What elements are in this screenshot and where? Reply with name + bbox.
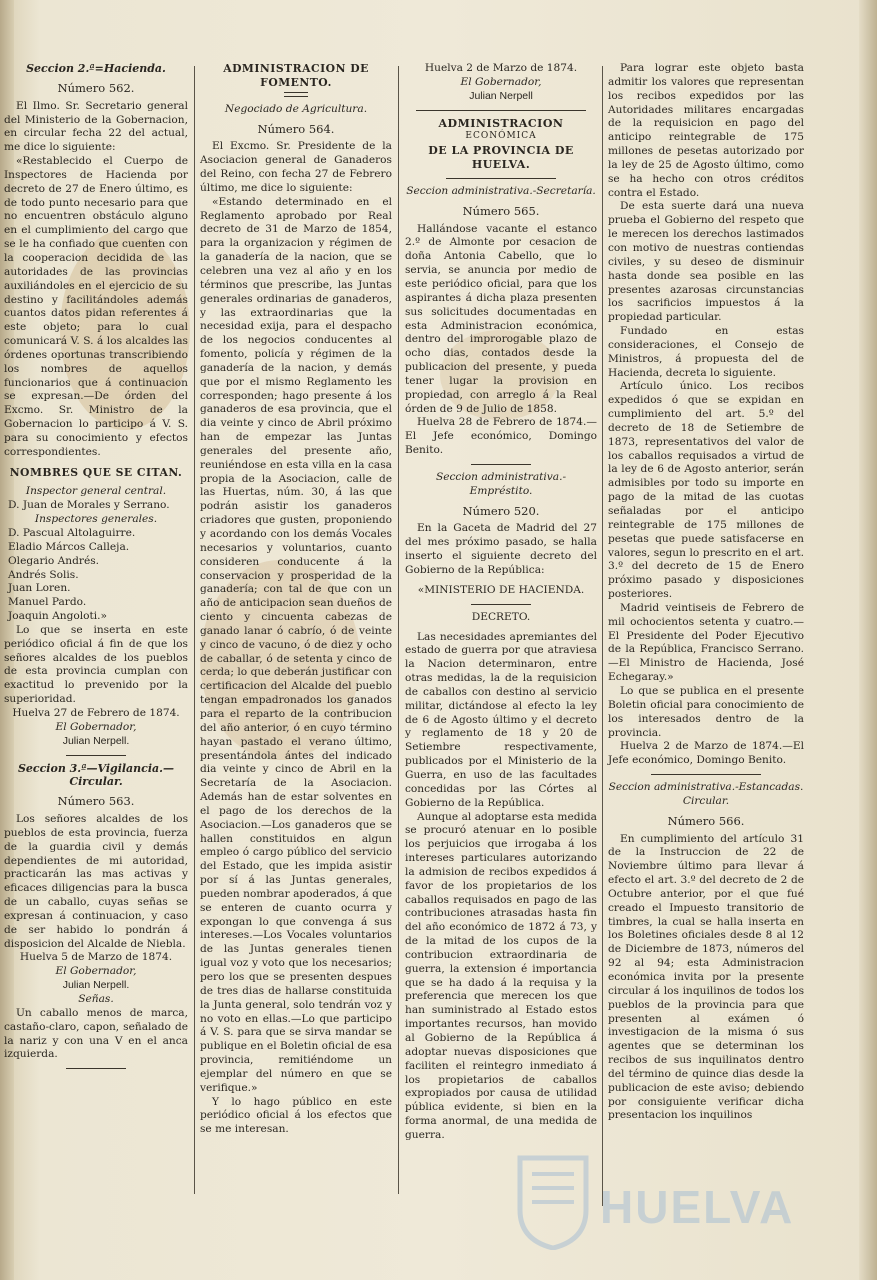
divider: [66, 1068, 126, 1069]
list-title: Inspectores generales.: [34, 513, 158, 526]
notice-number: Número 566.: [667, 813, 745, 828]
column-3: [405, 62, 597, 1143]
paragraph: El Excmo. Sr. Presidente de la Asociacion general de Ganaderos del Reino, con fecha 27 de Febrero último, me dice lo siguiente:: [200, 140, 392, 194]
section-heading: Seccion administrativa.-Empréstito.: [435, 470, 567, 497]
paragraph: Los señores alcaldes de los pueblos de esta provincia, fuerza de la guardia civil y demás dependientes de mi autoridad, practicarán las mas activas y eficaces diligencias para la busca de un caballo, cuyas señas se expresan á continuacion, y caso de ser habido lo pondrán á disposicion del Alcalde de Niebla.: [4, 813, 188, 950]
signature-name: Julian Nerpell.: [62, 979, 130, 992]
date-line: Huelva 27 de Febrero de 1874.: [12, 706, 180, 719]
page-edge-right: [859, 0, 877, 1280]
divider: [471, 604, 531, 605]
column-rule: [602, 66, 603, 1206]
divider: [284, 92, 308, 97]
paragraph: Madrid veintiseis de Febrero de mil ochocientos setenta y cuatro.—El Presidente del Poder Ejecutivo de la República, Francisco Serrano.—El Ministro de Hacienda, José Echegaray.»: [608, 601, 804, 684]
signature-name: Julian Nerpell.: [62, 734, 130, 747]
paragraph: Huelva 2 de Marzo de 1874.—El Jefe económico, Domingo Benito.: [608, 740, 804, 767]
column-rule: [194, 66, 195, 1194]
divider: [416, 110, 586, 111]
column-1: [4, 62, 188, 1075]
paragraph: Un caballo menos de marca, castaño-claro, capon, señalado de la nariz y con una V en el anca izquierda.: [4, 1006, 188, 1061]
paragraph: De esta suerte dará una nueva prueba el Gobierno del respeto que le merecen los derechos lastimados con motivo de nuestras contiendas civiles, y su deseo de disminuir hasta donde sea posible en las presentes azarosas circunstancias los sacrificios impuestos á la propiedad particular.: [608, 200, 804, 324]
notice-number: Número 520.: [462, 503, 540, 518]
names-heading: NOMBRES QUE SE CITAN.: [9, 465, 183, 479]
paragraph: Para lograr este objeto basta admitir los valores que representan los recibos expedidos por las Autoridades militares encargadas de la requisicion en pago del anticipo reintegrable de 175 millones de pesetas autorizado por la ley de 25 de Agosto último, como se ha hecho con otros créditos contra el Estado.: [608, 62, 804, 199]
paragraph: Aunque al adoptarse esta medida se procuró atenuar en lo posible los perjuicios que irrogaba á los intereses particulares autorizando la admision de recibos expedidos á favor de los propietarios de los caballos requisados en pago de las contribuciones atrasadas hasta fin del año económico de 1872 á 73, y de la mitad de los cupos de la contribucion extraordinaria de guerra, la extension é importancia que se ha dado á la requisa y la preferencia que merecen los que han suministrado al Estado estos importantes recursos, han movido al Gobierno de la República á adoptar nuevas disposiciones que faciliten el reintegro inmediato á los propietarios de caballos expropiados por causa de utilidad pública evidente, si bien en la forma anormal, de una medida de guerra.: [405, 810, 597, 1141]
section-heading: Seccion 3.ª—Vigilancia.—Circular.: [17, 761, 175, 789]
subheading: Señas.: [78, 993, 114, 1005]
list-item: Joaquin Angoloti.»: [8, 610, 108, 623]
signature-title: El Gobernador,: [55, 965, 137, 978]
notice-number: Número 563.: [57, 794, 135, 809]
paragraph: Lo que se publica en el presente Boletin oficial para conocimiento de los interesados dentro de la provincia.: [608, 684, 804, 739]
divider: [446, 178, 556, 179]
section-heading: Seccion administrativa.-Secretaría.: [406, 184, 596, 197]
library-watermark: [508, 1150, 858, 1260]
notice-number: Número 564.: [257, 121, 335, 136]
paragraph: Fundado en estas consideraciones, el Consejo de Ministros, á propuesta del de Hacienda, decreta lo siguiente.: [608, 325, 804, 379]
list-item: Eladio Márcos Calleja.: [8, 540, 130, 553]
divider: [471, 464, 531, 465]
column-4: [608, 62, 804, 1123]
list-item: D. Pascual Altolaguirre.: [8, 527, 136, 539]
paragraph: Y lo hago público en este periódico oficial á los efectos que se me interesan.: [200, 1095, 392, 1136]
paragraph: Lo que se inserta en este periódico oficial á fin de que los señores alcaldes de los pueblos de esta provincia cumplan con exactitud lo prevenido por la superioridad.: [4, 623, 188, 706]
section-heading: Seccion administrativa.-Estancadas. Circular.: [608, 781, 804, 807]
paragraph: En cumplimiento del artículo 31 de la Instruccion de 22 de Noviembre último para llevar á efecto el art. 3.º del decreto de 2 de Octubre anterior, por el que fué creado el Impuesto transitorio de timbres, la cual se halla inserta en los Boletines oficiales desde 8 al 12 de Diciembre de 1873, números del 92 al 94; esta Administracion económica invita por la presente circular á los inquilinos de todos los pueblos de la provincia para que presenten al exámen ó investigacion de la misma ó sus agentes que se determinan los recibos de sus inquilinatos dentro del término de quince dias desde la publicacion de este aviso; debiendo por consiguiente verificar dicha presentacion los inquilinos: [608, 832, 804, 1122]
notice-number: Número 562.: [57, 80, 135, 95]
list-item: Manuel Pardo.: [8, 596, 87, 609]
paragraph: En la Gaceta de Madrid del 27 del mes próximo pasado, se halla inserto el siguiente decreto del Gobierno de la República:: [405, 522, 597, 576]
paragraph: «Estando determinado en el Reglamento aprobado por Real decreto de 31 de Marzo de 1854, para la organizacion y régimen de la ganadería de la nacion, que se celebren una vez al año y en los términos que prescribe, las Juntas generales ordinarias de ganaderos, y las extraordinarias que la necesidad exija, para el despacho de los negocios conducentes al fomento, policía y régimen de la ganadería de la nacion, y demás que por el mismo Reglamento les corresponden; hago presente á los ganaderos de esa provincia, que el dia veinte y cinco de Abril próximo han de empezar las Juntas generales del presente año, reuniéndose en esta villa en la casa propia de la Asociacion, calle de las Huertas, núm. 30, á las que podrán asistir los ganaderos criadores que gusten, proponiendo y acordando con los demás Vocales necesarios y voluntarios, cuanto consideren conducente á la conservacion y prosperidad de la ganadería; con tal de que con un año de anticipacion sean dueños de ciento y cincuenta cabezas de ganado lanar ó cabrío, ó de veinte y cinco de vacuno, ó de diez y ocho de caballar, ó de setenta y cinco de cerda; lo que deberán justificar con certificacion del Alcalde del pueblo tengan empadronados los ganados para el reparto de la contribucion del año anterior, ó en cuyo término hayan pastado el verano último, presentándola ántes del indicado dia veinte y cinco de Abril en la Secretaría de la Asociacion. Además han de estar solventes en el pago de los derechos de la Asociacion.—Los ganaderos que se hallen constituidos en algun empleo ó cargo público del servicio del Estado, que les impida asistir por sí á las Juntas generales, pueden nombrar apoderados, á que se enteren de cuanto ocurra y expongan lo que convenga á sus intereses.—Los Vocales voluntarios de las Juntas generales tienen igual voz y voto que los necesarios; pero los que se presenten despues de tres dias de hallarse constituida la Junta general, solo tendrán voz y no voto en ellas.—Lo que participo á V. S. para que se sirva mandar se publique en el Boletin oficial de esa provincia, remitiéndome un ejemplar del número en que se verifique.»: [200, 195, 392, 1094]
names-list: [4, 485, 188, 623]
list-item: Juan Loren.: [8, 582, 71, 595]
paragraph: Hallándose vacante el estanco 2.º de Almonte por cesacion de doña Antonia Cabello, que lo servia, se anuncia por medio de este periódico oficial, para que los aspirantes á dicha plaza presenten sus solicitudes documentadas en esta Administracion económica, dentro del improrogable plazo de ocho dias, contados desde la publicacion del presente, y pueda tener lugar la provision en propiedad, con arreglo á la Real órden de 9 de Julio de 1858.: [405, 222, 597, 415]
ministry-heading: «MINISTERIO DE HACIENDA.: [417, 583, 585, 596]
divider: [651, 774, 761, 775]
paragraph: Las necesidades apremiantes del estado de guerra por que atraviesa la Nacion determinaron, entre otras medidas, la de la requisicion de caballos con destino al servicio militar, dictándose al efecto la ley de 6 de Agosto último y el decreto y reglamento de 18 y 20 de Setiembre respectivamente, publicados por el Ministerio de la Guerra, en uso de las facultades concedidas por las Córtes al Gobierno de la República.: [405, 630, 597, 809]
department-heading: ECONÓMICA: [465, 131, 537, 142]
paragraph: Huelva 28 de Febrero de 1874.—El Jefe económico, Domingo Benito.: [405, 416, 597, 457]
subheading: Negociado de Agricultura.: [224, 102, 368, 115]
signature-title: El Gobernador,: [460, 75, 542, 88]
date-line: Huelva 2 de Marzo de 1874.: [424, 62, 578, 74]
notice-number: Número 565.: [462, 203, 540, 218]
signature-title: El Gobernador,: [55, 720, 137, 733]
list-item: Andrés Solis.: [8, 568, 79, 581]
paragraph: «Restablecido el Cuerpo de Inspectores de Hacienda por decreto de 27 de Enero último, es de todo punto necesario para que no encuentren obstáculo alguno en el cumplimiento del cargo que se le ha confiado que cuenten con la cooperacion decidida de las autoridades de las provincias auxiliándoles en el ejercicio de su destino y facilitándoles además cuantos datos pidan referentes á este objeto; para lo cual comunicará V. S. á los alcaldes las órdenes oportunas transcribiendo los nombres de aquellos funcionarios que á continuacion se expresan.—De órden del Excmo. Sr. Ministro de la Gobernacion lo participo á V. S. para su conocimiento y efectos correspondientes.: [4, 155, 188, 458]
column-2: [200, 62, 392, 1137]
list-item: Olegario Andrés.: [8, 554, 100, 567]
department-heading: ADMINISTRACION: [438, 116, 564, 130]
paragraph: El Ilmo. Sr. Secretario general del Ministerio de la Gobernacion, en circular fecha 22 del actual, me dice lo siguiente:: [4, 99, 188, 154]
divider: [66, 755, 126, 756]
watermark-text: HUELVA: [600, 1181, 795, 1233]
signature-name: Julian Nerpell: [469, 89, 533, 102]
department-heading: ADMINISTRACION DE FOMENTO.: [223, 62, 369, 89]
date-line: Huelva 5 de Marzo de 1874.: [19, 951, 173, 964]
list-title: Inspector general central.: [25, 485, 167, 498]
department-heading: DE LA PROVINCIA DE HUELVA.: [428, 144, 574, 172]
section-heading: Seccion 2.ª=Hacienda.: [26, 62, 166, 75]
list-item: D. Juan de Morales y Serrano.: [8, 499, 170, 512]
paragraph: Artículo único. Los recibos expedidos ó que se expidan en cumplimiento del art. 5.º del decreto de 18 de Setiembre de 1873, representativos del valor de los caballos requisados a virtud de la ley de 6 de Agosto anterior, serán admisibles por todo su importe en pago de la mitad de las cuotas señaladas por el anticipo reintegrable de 175 millones de pesetas que puede satisfacerse en valores, segun lo prescrito en el art. 3.º del decreto de 15 de Enero próximo pasado y disposiciones posteriores.: [608, 380, 804, 601]
decree-heading: DECRETO.: [471, 610, 531, 623]
column-rule: [398, 66, 399, 1194]
crest-icon: [516, 1154, 590, 1250]
